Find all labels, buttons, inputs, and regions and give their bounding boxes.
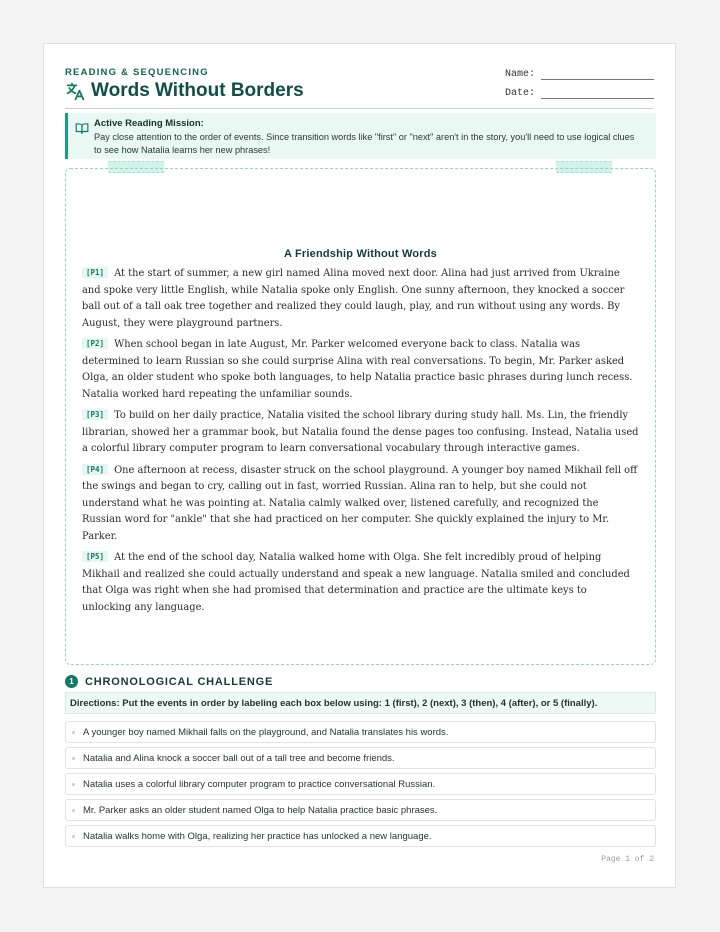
paragraph-tag: [P3] (82, 409, 108, 420)
date-field[interactable] (505, 87, 654, 99)
paragraph-tag: [P4] (82, 464, 108, 475)
eyebrow-label: READING & SEQUENCING (65, 67, 209, 78)
paragraph-2 (82, 337, 639, 403)
page-title: Words Without Borders (91, 80, 304, 101)
page-number: Page 1 of 2 (601, 855, 654, 864)
paragraph-1 (82, 266, 639, 332)
mission-title: Active Reading Mission: (94, 118, 204, 129)
event-box[interactable] (65, 773, 656, 795)
bullet-dot (72, 757, 75, 760)
paragraph-text: One afternoon at recess, disaster struck on the school playground. A younger boy named Mikhail fell off the swings and began to cry, calling out in fast, worried Russian. Alina ran to help, but she could not understand what he was pointing at. Natalia calmly walked over, listened carefully, and recognized the Russian word for "ankle" that she had practiced on her computer. She quickly explained the injury to Mr. Parker. (82, 464, 638, 542)
mission-callout (65, 113, 656, 159)
bullet-dot (72, 783, 75, 786)
story-paragraphs (82, 266, 639, 621)
challenge-header (65, 675, 273, 688)
paragraph-tag: [P2] (82, 338, 108, 349)
paragraph-text: At the end of the school day, Natalia walked home with Olga. She felt incredibly proud of helping Mikhail and realized she could actually understand and speak a new language. Natalia smiled and concluded that Olga was right when she had promised that determination and practice are the ultimate keys to unlocking any language. (82, 552, 630, 613)
title-row (65, 80, 304, 102)
event-text: Mr. Parker asks an older student named Olga to help Natalia practice basic phrases. (83, 804, 438, 816)
translate-icon (65, 81, 86, 102)
name-label: Name: (504, 69, 535, 80)
paragraph-3 (82, 408, 639, 458)
mission-text: Pay close attention to the order of events. Since transition words like "first" or "next" aren't in the story, you'll need to use logical clues to see how Natalia learns her new phrases! (94, 132, 635, 155)
event-list (65, 721, 656, 851)
name-line[interactable] (541, 68, 654, 80)
event-box[interactable] (65, 747, 656, 769)
date-label: Date: (504, 88, 535, 99)
paragraph-text: To build on her daily practice, Natalia visited the school library during study hall. Ms. Lin, the friendly librarian, showed her a grammar book, but Natalia found the dense pages too confusing. Instead, Natalia used a colorful library computer program to learn conversational vocabulary through interactive games. (82, 410, 639, 454)
section-title: CHRONOLOGICAL CHALLENGE (85, 675, 274, 688)
paragraph-4 (82, 463, 639, 546)
paragraph-5 (82, 550, 639, 616)
section-number-badge: 1 (65, 675, 78, 688)
event-box[interactable] (65, 721, 656, 743)
worksheet-page (43, 43, 676, 888)
bullet-dot (72, 835, 75, 838)
event-box[interactable] (65, 825, 656, 847)
name-field[interactable] (505, 68, 654, 80)
paragraph-text: At the start of summer, a new girl named Alina moved next door. Alina had just arrived from Ukraine and spoke very little English, while Natalia spoke only English. One sunny afternoon, they knocked a soccer ball out of a tall oak tree together and realized they could laugh, play, and run without using any words. By August, they were playground partners. (82, 268, 625, 329)
header-divider (65, 108, 654, 109)
date-line[interactable] (541, 87, 654, 99)
book-icon (75, 121, 89, 133)
event-text: Natalia walks home with Olga, realizing her practice has unlocked a new language. (83, 830, 432, 842)
bullet-dot (72, 809, 75, 812)
event-box[interactable] (65, 799, 656, 821)
directions-box: Directions: Put the events in order by labeling each box below using: 1 (first), 2 (next), 3 (then), 4 (after), or 5 (finally). (65, 692, 656, 714)
bullet-dot (72, 731, 75, 734)
paragraph-tag: [P5] (82, 551, 108, 562)
story-title: A Friendship Without Words (284, 248, 437, 260)
story-card (65, 168, 656, 665)
paragraph-tag: [P1] (82, 267, 108, 278)
event-text: A younger boy named Mikhail falls on the playground, and Natalia translates his words. (83, 726, 449, 738)
event-text: Natalia uses a colorful library computer program to practice conversational Russian. (83, 778, 436, 790)
event-text: Natalia and Alina knock a soccer ball out of a tall tree and become friends. (83, 752, 395, 764)
paragraph-text: When school began in late August, Mr. Parker welcomed everyone back to class. Natalia was determined to learn Russian so she could surprise Alina with real conversations. To begin, Mr. Parker asked Olga, an older student who spoke both languages, to help Natalia practice basic phrases during lunch recess. Natalia worked hard repeating the unfamiliar sounds. (82, 339, 633, 400)
